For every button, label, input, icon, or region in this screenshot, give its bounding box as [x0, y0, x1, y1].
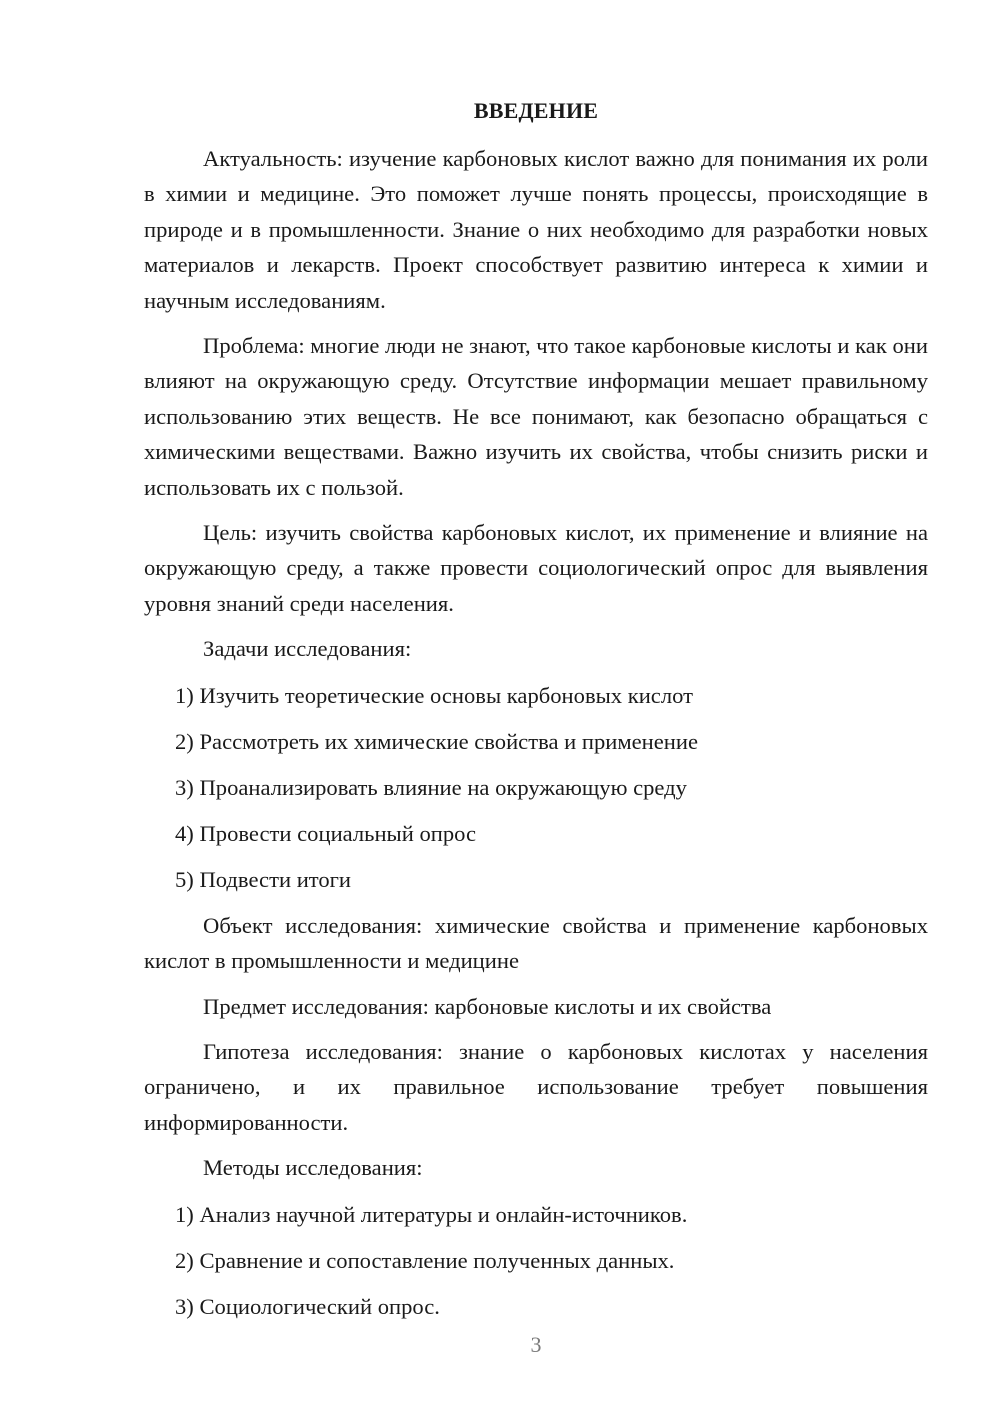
tasks-list	[144, 678, 928, 897]
list-item: 2) Рассмотреть их химические свойства и применение	[175, 728, 699, 754]
list-item: 3) Социологический опрос.	[175, 1293, 440, 1319]
subject-paragraph: Предмет исследования: карбоновые кислоты и их свойства	[203, 993, 772, 1019]
page-title: ВВЕДЕНИЕ	[473, 98, 599, 123]
list-item: 5) Подвести итоги	[175, 866, 352, 892]
tasks-heading: Задачи исследования:	[203, 636, 412, 662]
page-number: 3	[530, 1332, 542, 1357]
list-item: 4) Провести социальный опрос	[175, 820, 477, 846]
list-item: 1) Анализ научной литературы и онлайн-источников.	[175, 1201, 688, 1227]
object-paragraph: Объект исследования: химические свойства и применение карбоновых кислот в промышленности и медицине	[144, 912, 928, 974]
methods-heading: Методы исследования:	[203, 1155, 423, 1181]
goal-paragraph: Цель: изучить свойства карбоновых кислот, их применение и влияние на окружающую среду, а также провести социологический опрос для выявления уровня знаний среди населения.	[144, 520, 928, 616]
problem-paragraph: Проблема: многие люди не знают, что такое карбоновые кислоты и как они влияют на окружающую среду. Отсутствие информации мешает правильному использованию этих веществ. Не все понимают, как безопасно обращаться с химическими веществами. Важно изучить их свойства, чтобы снизить риски и использовать их с пользой.	[144, 333, 928, 500]
document-page	[144, 0, 928, 1414]
document-body	[144, 141, 928, 1335]
list-item: 3) Проанализировать влияние на окружающую среду	[175, 774, 687, 800]
hypothesis-paragraph: Гипотеза исследования: знание о карбоновых кислотах у населения ограничено, и их правильное использование требует повышения информированности.	[144, 1038, 928, 1135]
relevance-paragraph: Актуальность: изучение карбоновых кислот важно для понимания их роли в химии и медицине. Это поможет лучше понять процессы, происходящие в природе и в промышленности. Знание о них необходимо для разработки новых материалов и лекарств. Проект способствует развитию интереса к химии и научным исследованиям.	[144, 146, 928, 313]
list-item: 2) Сравнение и сопоставление полученных данных.	[175, 1247, 675, 1273]
methods-list	[144, 1197, 928, 1324]
list-item: 1) Изучить теоретические основы карбоновых кислот	[175, 682, 693, 708]
